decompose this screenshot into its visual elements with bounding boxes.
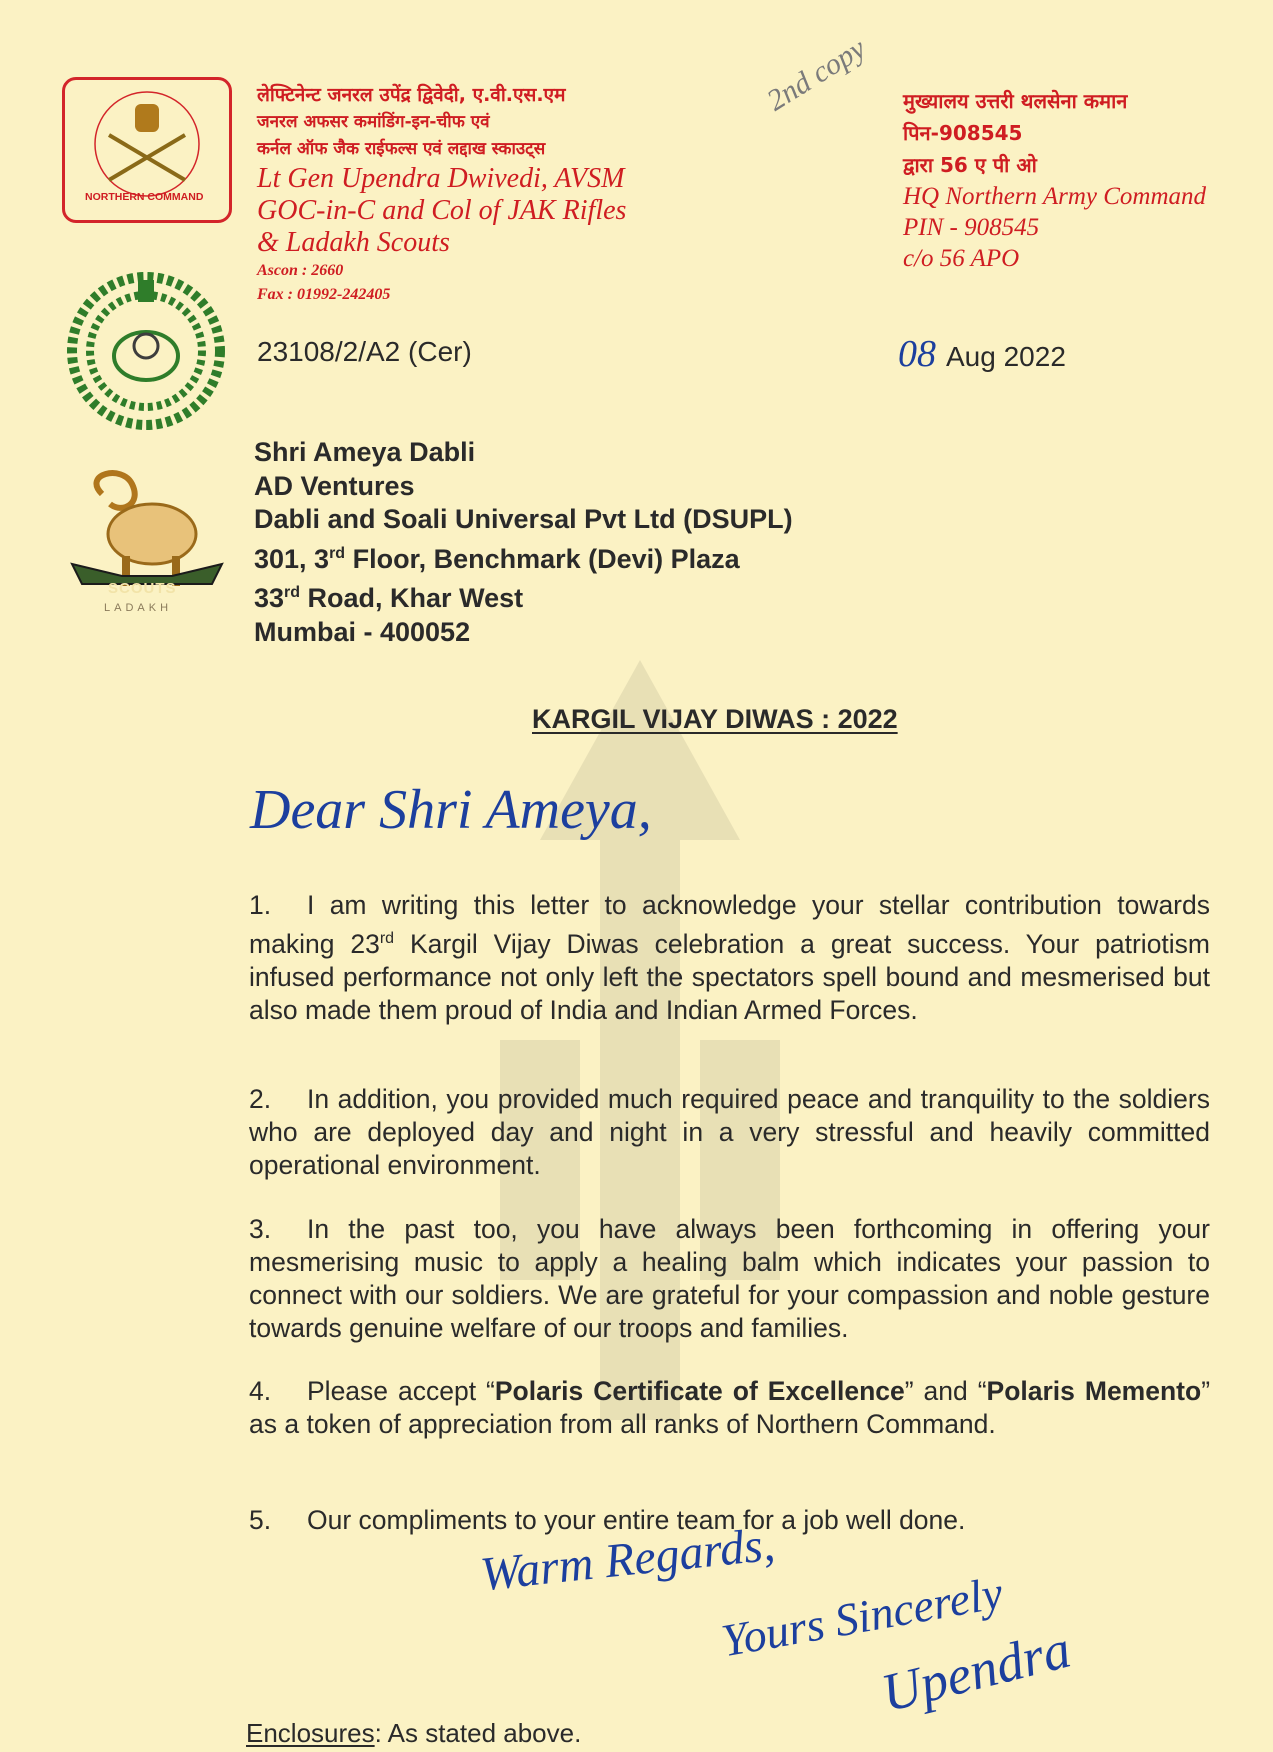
sender-hindi-line-1: लेफ्टिनेन्ट जनरल उपेंद्र द्विवेदी, ए.वी.एस.एम: [257, 84, 566, 106]
address-city: Mumbai - 400052: [254, 616, 471, 647]
hq-english-line-3: c/o 56 APO: [903, 245, 1020, 272]
address-line-2: 33rd Road, Khar West: [254, 583, 524, 613]
hq-english-line-2: PIN - 908545: [903, 214, 1040, 241]
paragraph-2: 2. In addition, you provided much required peace and tranquility to the soldiers who are deployed day and night in a very stressful and heavily committed operational environment.: [249, 1084, 1210, 1180]
jak-rifles-emblem: [66, 272, 226, 430]
hq-hindi-line-1: मुख्यालय उत्तरी थलसेना कमान: [903, 89, 1128, 113]
paragraph-1-number: 1.: [249, 890, 272, 920]
enclosures: [246, 1718, 581, 1749]
logo-bottom-text: NORTHERN COMMAND: [85, 191, 204, 203]
address-org: AD Ventures: [254, 470, 415, 501]
sender-hindi-line-3: कर्नल ऑफ जैक राईफल्स एवं लद्दाख स्काउट्स: [257, 139, 546, 159]
signature: Upendra: [875, 1618, 1077, 1724]
sender-english-line-1: Lt Gen Upendra Dwivedi, AVSM: [257, 163, 625, 194]
hq-hindi-line-3: द्वारा 56 ए पी ओ: [903, 153, 1037, 177]
letter-date: [898, 332, 1066, 376]
sender-english-line-2: GOC-in-C and Col of JAK Rifles: [257, 195, 627, 226]
hq-english-line-1: HQ Northern Army Command: [903, 183, 1207, 210]
letter-subject: KARGIL VIJAY DIWAS : 2022: [532, 704, 898, 734]
paragraph-1: 1. I am writing this letter to acknowledge your stellar contribution towards making 23rd Kargil Vijay Diwas celebration a great success. Your patriotism infused performance not only left the spectators spell bound and mesmerised but also made them proud of India and Indian Armed Forces.: [249, 890, 1211, 1025]
closing-regards: Warm Regards,: [478, 1517, 778, 1602]
paragraph-2-number: 2.: [249, 1084, 272, 1114]
paragraph-5-number: 5.: [249, 1505, 272, 1535]
salutation: Dear Shri Ameya,: [250, 779, 652, 841]
address-name: Shri Ameya Dabli: [254, 437, 476, 467]
paragraph-4-number: 4.: [249, 1376, 272, 1406]
sender-ascon: Ascon : 2660: [257, 262, 344, 279]
scouts-text: SCOUTS: [108, 580, 177, 597]
hq-hindi-line-2: पिन-908545: [903, 121, 1023, 145]
closing-sincerely: Yours Sincerely: [717, 1566, 1007, 1667]
ladakh-text: LADAKH: [104, 602, 173, 614]
sender-block: [257, 82, 626, 307]
sender-fax: Fax : 01992-242405: [257, 286, 391, 303]
paragraph-3-number: 3.: [249, 1214, 272, 1244]
address-line-1: 301, 3rd Floor, Benchmark (Devi) Plaza: [254, 543, 740, 574]
enclosures-label: Enclosures: [246, 1718, 375, 1748]
sender-hindi-line-2: जनरल अफसर कमांडिंग-इन-चीफ एवं: [257, 112, 490, 132]
date-day: 08: [898, 333, 936, 375]
paragraph-4: 4. Please accept “Polaris Certificate of Excellence” and “Polaris Memento” as a token of appreciation from all ranks of Northern Command.: [249, 1376, 1211, 1439]
paragraph-3: 3. In the past too, you have always been forthcoming in offering your mesmerising music to apply a healing balm which indicates your passion to connect with our soldiers. We are grateful for your compassion and noble gesture towards genuine welfare of our troops and families.: [249, 1214, 1210, 1343]
address-company: Dabli and Soali Universal Pvt Ltd (DSUPL): [254, 504, 793, 534]
reference-number: 23108/2/A2 (Cer): [257, 336, 472, 367]
northern-command-logo: [62, 77, 232, 223]
hq-block: [903, 85, 1206, 274]
date-rest: Aug 2022: [946, 341, 1066, 372]
sender-english-line-3: & Ladakh Scouts: [257, 227, 450, 258]
copy-note: 2nd copy: [761, 31, 872, 118]
paragraph-5: 5. Our compliments to your entire team for a job well done.: [249, 1505, 966, 1535]
recipient-address: [254, 436, 793, 649]
enclosures-value: : As stated above.: [374, 1718, 582, 1748]
